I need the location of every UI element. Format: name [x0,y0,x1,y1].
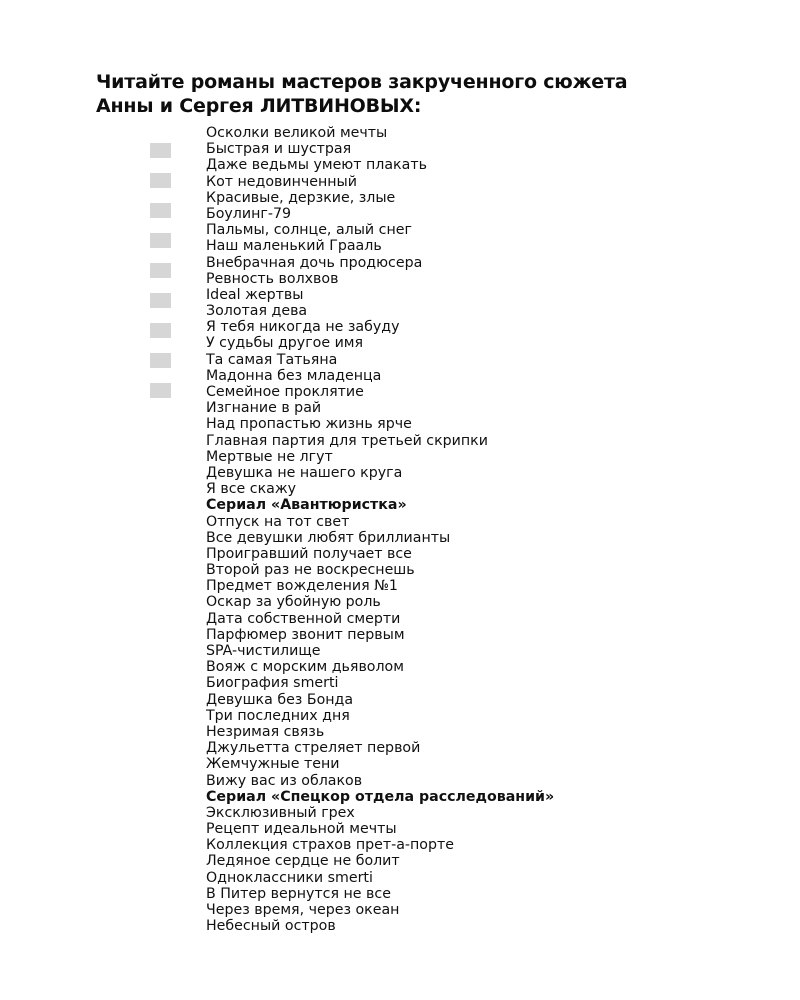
book-title: Красивые, дерзкие, злые [206,189,396,206]
book-title: Жемчужные тени [206,756,340,773]
book-title: Биография smerti [206,675,339,692]
book-title: Быстрая и шустрая [206,141,352,158]
book-title: Осколки великой мечты [206,125,388,141]
book-title: Предмет вожделения №1 [206,578,398,595]
page-heading [96,70,736,118]
book-title: Мертвые не лгут [206,448,333,465]
book-title: Парфюмер звонит первым [206,626,405,643]
checkbox[interactable] [150,293,171,308]
checkbox[interactable] [150,233,171,248]
heading-line-1: Читайте романы мастеров закрученного сюжета [96,71,628,93]
book-title: Даже ведьмы умеют плакать [206,157,427,174]
book-title: Незримая связь [206,723,325,740]
book-title: Ревность волхвов [206,270,339,287]
book-title: Второй раз не воскреснешь [206,562,415,579]
book-title: Джульетта стреляет первой [206,740,421,757]
book-title: Наш маленький Грааль [206,238,382,255]
book-title: Внебрачная дочь продюсера [206,254,423,271]
book-list [206,125,554,934]
book-title: Через время, через океан [206,902,400,918]
book-title: Коллекция страхов прет-а-порте [206,837,454,854]
book-title: Семейное проклятие [206,384,364,400]
book-title: Оскар за убойную роль [206,594,381,611]
book-title: Эксклюзивный грех [206,804,355,821]
book-title: Ideal жертвы [206,286,304,303]
book-title: Кот недовинченный [206,173,357,190]
book-title: Небесный остров [206,918,336,935]
book-title: Отпуск на тот свет [206,513,350,530]
book-title: Вояж с морским дьяволом [206,659,404,676]
book-title: Вижу вас из облаков [206,772,363,789]
book-title: Я тебя никогда не забуду [206,319,400,336]
book-title: Проигравший получает все [206,545,412,562]
book-title: Девушка без Бонда [206,691,354,708]
checkbox[interactable] [150,383,171,398]
book-title: Ледяное сердце не болит [206,853,400,870]
heading-line-2: Анны и Сергея ЛИТВИНОВЫХ: [96,95,422,117]
book-title: Дата собственной смерти [206,610,401,627]
book-title: У судьбы другое имя [206,335,364,352]
book-title: В Питер вернутся не все [206,885,391,902]
book-title: Девушка не нашего круга [206,464,403,481]
book-title: Рецепт идеальной мечты [206,821,397,838]
checkbox[interactable] [150,203,171,218]
book-title: SPA-чистилище [206,643,321,659]
book-title: Золотая дева [206,303,308,320]
checkbox[interactable] [150,353,171,368]
checkbox[interactable] [150,143,171,158]
book-title: Три последних дня [206,707,350,724]
book-title: Пальмы, солнце, алый снег [206,222,412,239]
book-title: Боулинг-79 [206,205,292,222]
book-title: Одноклассники smerti [206,869,373,886]
checkbox[interactable] [150,323,171,338]
book-title: Главная партия для третьей скрипки [206,432,488,449]
series-heading: Сериал «Авантюристка» [206,497,407,514]
book-title: Все девушки любят бриллианты [206,529,451,546]
book-title: Над пропастью жизнь ярче [206,416,412,433]
book-title: Я все скажу [206,481,297,498]
book-title: Мадонна без младенца [206,367,382,384]
checkbox[interactable] [150,263,171,278]
checkbox[interactable] [150,173,171,188]
book-title: Изгнание в рай [206,400,322,417]
book-title: Та самая Татьяна [206,351,338,368]
series-heading: Сериал «Спецкор отдела расследований» [206,788,555,805]
